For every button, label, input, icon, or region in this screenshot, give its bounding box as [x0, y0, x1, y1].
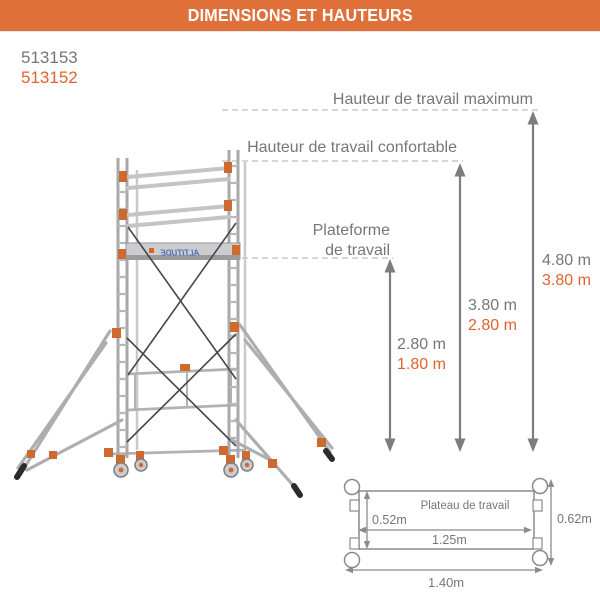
footprint-title: Plateau de travail — [420, 500, 510, 512]
platform-height-arrow — [385, 259, 396, 452]
max-height-arrow — [528, 111, 539, 452]
footprint-platform-length: 1.25m — [432, 533, 467, 547]
max-height-label: Hauteur de travail maximum — [332, 91, 533, 108]
comfort-height-label: Hauteur de travail confortable — [247, 139, 457, 156]
platform-height-values — [397, 335, 446, 375]
scaffold-mid-frame-verticals — [135, 369, 231, 410]
orange-clamps — [27, 162, 326, 468]
product-code-gray: 513153 — [21, 48, 78, 67]
comfort-height-value-orange: 2.80 m — [468, 317, 517, 334]
product-code-orange: 513152 — [21, 68, 78, 87]
platform-height-value-gray: 2.80 m — [397, 336, 446, 353]
platform-height-value-orange: 1.80 m — [397, 356, 446, 373]
guardrails — [128, 168, 229, 226]
caster-bottom-right — [533, 551, 548, 566]
platform-brand-text: ALTITUDE — [160, 248, 200, 258]
footprint-overall-length: 1.40m — [428, 575, 465, 590]
stabilizer-feet — [17, 451, 332, 495]
platform-label-line2: de travail — [325, 242, 390, 259]
casters — [114, 451, 253, 477]
caster-top-left — [345, 480, 360, 495]
max-height-values — [542, 251, 591, 291]
page-title: DIMENSIONS ET HAUTEURS — [187, 5, 413, 25]
comfort-height-arrow — [455, 163, 466, 452]
platform-label-line1: Plateforme — [312, 222, 390, 239]
platform-logo-mark — [149, 248, 154, 253]
comfort-height-value-gray: 3.80 m — [468, 297, 517, 314]
max-height-value-gray: 4.80 m — [542, 252, 591, 269]
max-height-value-orange: 3.80 m — [542, 272, 591, 289]
platform-height-label — [313, 221, 390, 261]
dimension-arrows — [385, 111, 539, 452]
comfort-height-values — [468, 296, 517, 336]
caster-bottom-left — [345, 553, 360, 568]
footprint-overall-width: 0.62m — [557, 512, 592, 526]
scaffold-mid-frame — [110, 369, 246, 454]
scaffold-illustration — [17, 150, 332, 495]
footprint-platform-width: 0.52m — [372, 513, 407, 527]
